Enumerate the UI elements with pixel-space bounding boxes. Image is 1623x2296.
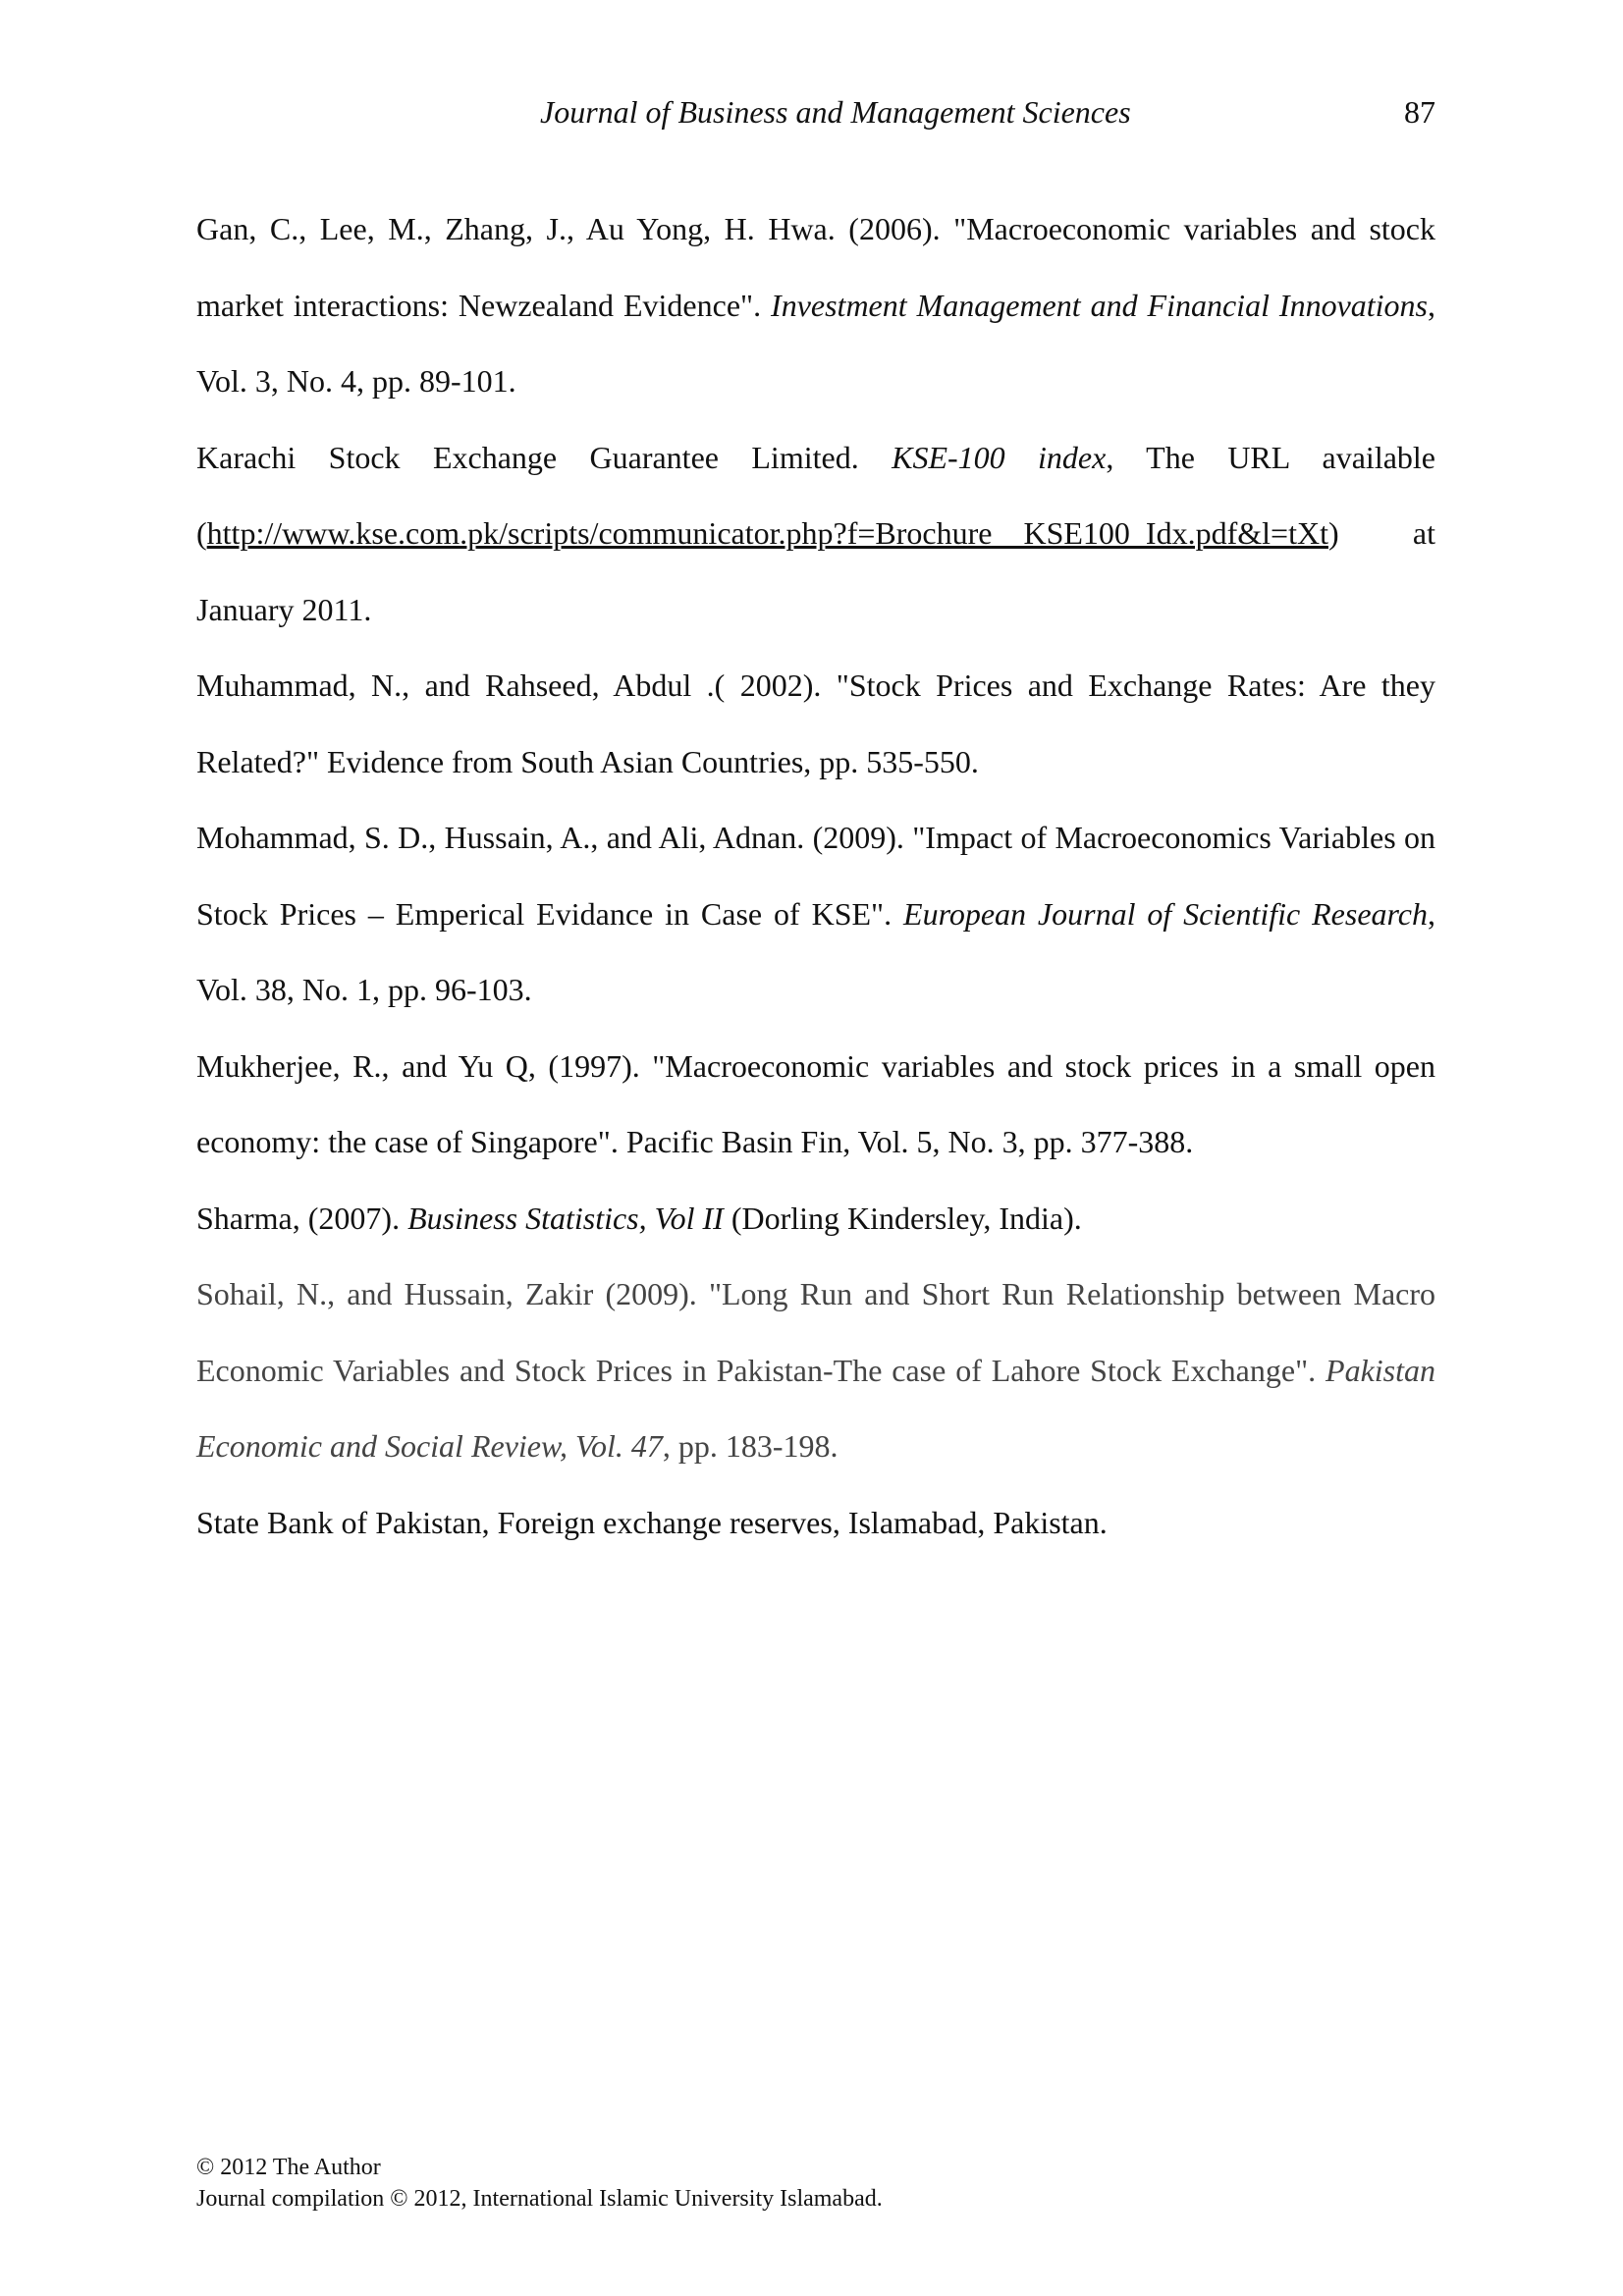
copyright-line: © 2012 The Author (196, 2155, 381, 2180)
reference-text: Mukherjee, R., and Yu Q, (1997). "Macroeconomic variables and stock prices in a small open economy: the case of Singapore". Pacific Basin Fin, Vol. 5, No. 3, pp. 377-388. (196, 1047, 1435, 1159)
journal-compilation-line: Journal compilation © 2012, International Islamic University Islamabad. (196, 2186, 883, 2212)
reference-sharma (196, 1181, 1435, 1257)
reference-details: , Vol. 3, No. 4, pp. 89-101. (196, 287, 1435, 399)
reference-text: Sharma, (2007). (196, 1200, 408, 1236)
reference-access-date: ) at January 2011. (196, 515, 1435, 627)
reference-text: State Bank of Pakistan, Foreign exchange reserves, Islamabad, Pakistan. (196, 1504, 1108, 1540)
reference-details: , Vol. 38, No. 1, pp. 96-103. (196, 895, 1436, 1007)
reference-gan (196, 191, 1435, 420)
reference-mohammad (196, 800, 1435, 1029)
reference-text: Sohail, N., and Hussain, Zakir (2009). "Long Run and Short Run Relationship between Macro Economic Variables and Stock Prices in Pakistan-The case of Lahore Stock Exchange". (196, 1276, 1435, 1388)
running-header (196, 94, 1435, 143)
reference-source: KSE-100 index (892, 439, 1107, 475)
reference-source: Investment Management and Financial Innovations (771, 287, 1428, 323)
reference-state-bank (196, 1485, 1435, 1562)
reference-text: Karachi Stock Exchange Guarantee Limited. (196, 439, 893, 475)
reference-text: Gan, C., Lee, M., Zhang, J., Au Yong, H. Hwa. (2006). "Macroeconomic variables and stock market interactions: Newzealand Evidence". (196, 211, 1435, 323)
reference-karachi-stock-exchange (196, 420, 1435, 649)
journal-title: Journal of Business and Management Sciences (540, 94, 1131, 130)
reference-text: Muhammad, N., and Rahseed, Abdul .( 2002). "Stock Prices and Exchange Rates: Are they Related?" Evidence from South Asian Countries, pp. 535-550. (196, 667, 1435, 779)
reference-source: Pakistan Economic and Social Review, Vol. 47 (196, 1352, 1435, 1464)
reference-details: , pp. 183-198. (662, 1428, 839, 1464)
copyright-footer (196, 2152, 883, 2215)
reference-muhammad (196, 648, 1435, 800)
reference-list (196, 191, 1435, 1561)
reference-details: , The URL available ( (196, 439, 1436, 551)
reference-sohail (196, 1256, 1435, 1485)
page-number: 87 (1404, 94, 1435, 130)
reference-details: (Dorling Kindersley, India). (723, 1200, 1082, 1236)
reference-mukherjee (196, 1029, 1435, 1181)
reference-source: Business Statistics, Vol II (407, 1200, 724, 1236)
reference-source: European Journal of Scientific Research (903, 895, 1429, 932)
reference-text: Mohammad, S. D., Hussain, A., and Ali, Adnan. (2009). "Impact of Macroeconomics Variables on Stock Prices – Emperical Evidance in Case of KSE". (196, 820, 1435, 932)
reference-url-link[interactable]: http://www.kse.com.pk/scripts/communicator.php?f=Brochure__KSE100_Idx.pdf&l=tXt (206, 515, 1328, 551)
